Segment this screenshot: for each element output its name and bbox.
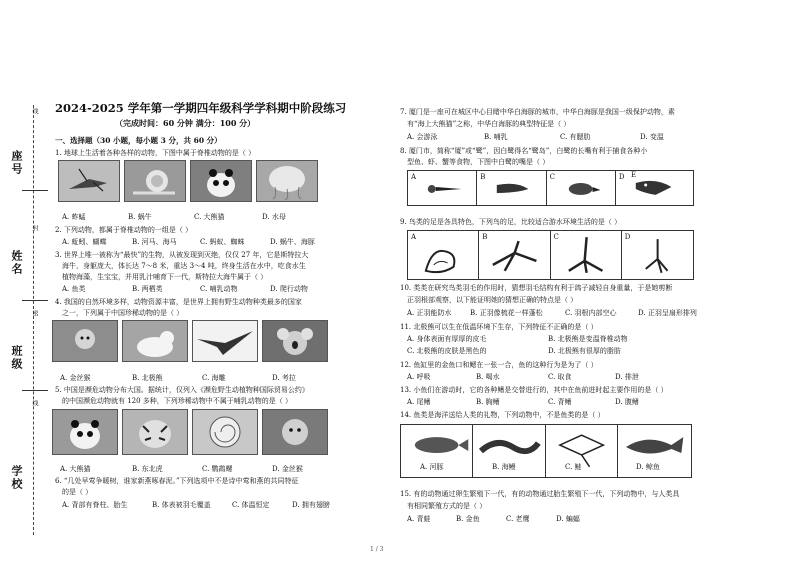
q3-line-3: 植物海藻，生宝宝，并用乳汁哺育下一代，斯特拉大海牛属于（ ） bbox=[62, 273, 268, 281]
panda-icon bbox=[52, 409, 118, 455]
q14-option-c[interactable]: C. 鲢 bbox=[565, 463, 582, 471]
q8-choice-b[interactable] bbox=[477, 171, 546, 205]
seal-char-4: 线 bbox=[31, 400, 38, 406]
q5-option-c[interactable]: C. 鹦鹉螺 bbox=[202, 465, 233, 473]
seal-char-1: 线 bbox=[31, 108, 38, 114]
q10-option-d[interactable]: D. 正羽呈扇形排列 bbox=[638, 309, 697, 317]
q5-option-b[interactable]: B. 东北虎 bbox=[132, 465, 163, 473]
q7-option-b[interactable]: B. 哺乳 bbox=[484, 133, 508, 141]
q9-label-c: C bbox=[553, 233, 559, 241]
tiger-icon bbox=[122, 409, 188, 455]
q1-option-b[interactable]: B. 蜗牛 bbox=[128, 213, 152, 221]
q5-option-a[interactable]: A. 大熊猫 bbox=[60, 465, 91, 473]
q8-line-2: 型鱼、虾、蟹等食物，下图中白鹭的嘴是（ ） bbox=[407, 158, 550, 166]
q11-option-c[interactable]: C. 北极熊的皮肤是黑色的 bbox=[407, 347, 487, 355]
school-label: 学校 bbox=[10, 465, 23, 491]
q2-option-c[interactable]: C. 蚂蚁、蜘蛛 bbox=[200, 238, 245, 246]
panda-icon bbox=[190, 160, 252, 202]
q14-option-b[interactable]: B. 海鳗 bbox=[492, 463, 516, 471]
q9-choice-d[interactable] bbox=[622, 231, 693, 279]
class-fill-line bbox=[22, 390, 48, 391]
q15-line-2: 有相同繁殖方式的是（ ） bbox=[407, 502, 487, 510]
q15-option-b[interactable]: B. 金鱼 bbox=[456, 515, 480, 523]
q9-stem: 9. 鸟类的足是各具特色，下列鸟的足，比较适合游水环境生活的是（ ） bbox=[400, 218, 622, 226]
q1-option-c[interactable]: C. 大熊猫 bbox=[194, 213, 225, 221]
seal-char-2: 封 bbox=[31, 225, 38, 231]
section-heading: 一、选择题（30 小题，每小题 3 分，共 60 分） bbox=[55, 136, 222, 145]
q12-option-c[interactable]: C. 取食 bbox=[548, 373, 572, 381]
koala-icon bbox=[262, 320, 328, 362]
golden-monkey-icon bbox=[262, 409, 328, 455]
q8-label-e: E bbox=[631, 171, 637, 179]
seat-label: 座号 bbox=[10, 150, 23, 176]
eagle-icon bbox=[192, 320, 258, 362]
q13-option-a[interactable]: A. 尾鳍 bbox=[407, 398, 431, 406]
nautilus-icon bbox=[192, 409, 258, 455]
q12-stem: 12. 鱼缸里的金鱼口和鳃在一张一合，鱼的这种行为是为了（ ） bbox=[400, 361, 598, 369]
grasshopper-icon bbox=[58, 160, 120, 202]
q1-image-row bbox=[58, 160, 318, 202]
q1-stem: 1. 地球上生活着各种各样的动物，下图中属于脊椎动物的是（ ） bbox=[55, 149, 256, 157]
q10-option-a[interactable]: A. 正羽能防水 bbox=[407, 309, 452, 317]
q7-option-d[interactable]: D. 变温 bbox=[640, 133, 664, 141]
q4-line-1: 4. 我国的自然环境多样，动物资源丰富，是世界上拥有野生动物种类最多的国家 bbox=[55, 298, 302, 306]
q12-option-a[interactable]: A. 呼吸 bbox=[407, 373, 431, 381]
q4-line-2: 之一，下列属于中国珍稀动物的是（ ） bbox=[62, 309, 184, 317]
q1-option-a[interactable]: A. 蚱蜢 bbox=[62, 213, 86, 221]
q11-option-d[interactable]: D. 北极熊有很厚的脂肪 bbox=[548, 347, 621, 355]
beak-a-icon bbox=[408, 171, 476, 205]
beak-b-icon bbox=[477, 171, 545, 205]
q14-option-d[interactable]: D. 鲸鱼 bbox=[636, 463, 660, 471]
q10-option-c[interactable]: C. 羽根内部空心 bbox=[565, 309, 617, 317]
q6-line-1: 6. “几处早莺争暖树，谁家新燕啄春泥。”下列选项中不是诗中莺和燕的共同特征 bbox=[55, 477, 299, 485]
q3-option-c[interactable]: C. 哺乳动物 bbox=[200, 285, 238, 293]
q4-option-c[interactable]: C. 海雕 bbox=[202, 374, 226, 382]
q8-choice-a[interactable] bbox=[408, 171, 477, 205]
q5-option-d[interactable]: D. 金丝猴 bbox=[272, 465, 303, 473]
exam-subtitle: （完成时间：60 分钟 满分：100 分） bbox=[115, 118, 256, 128]
q9-choice-c[interactable] bbox=[551, 231, 622, 279]
q9-choice-a[interactable] bbox=[408, 231, 479, 279]
q8-label-a: A bbox=[411, 173, 417, 181]
q8-label-d: D bbox=[618, 173, 625, 181]
q13-option-c[interactable]: C. 背鳍 bbox=[548, 398, 572, 406]
q7-option-c[interactable]: C. 有腮肋 bbox=[560, 133, 591, 141]
q2-stem: 2. 下列动物，都属于脊椎动物的一组是（ ） bbox=[55, 226, 193, 234]
q10-line-1: 10. 类类在研究鸟类羽毛的作用时，猜想羽毛结构有利于鸽子减轻自身重量，于是她剪断 bbox=[400, 284, 673, 292]
q2-option-b[interactable]: B. 河马、海马 bbox=[132, 238, 177, 246]
q6-option-d[interactable]: D. 拥有翅膀 bbox=[292, 501, 330, 509]
q2-option-a[interactable]: A. 蚯蚓、蝴蝶 bbox=[62, 238, 107, 246]
q5-line-2: 的中国濒危动物就有 120 多种，下列珍稀动物中不属于哺乳动物的是（ ） bbox=[62, 397, 293, 405]
q6-option-b[interactable]: B. 体表被羽毛覆盖 bbox=[152, 501, 211, 509]
q15-option-d[interactable]: D. 蝙蝠 bbox=[556, 515, 580, 523]
exam-title: 2024-2025 学年第一学期四年级科学学科期中阶段练习 bbox=[55, 101, 347, 115]
page-number: 1 / 3 bbox=[370, 546, 384, 553]
q10-option-b[interactable]: B. 正羽像梳花一样蓬松 bbox=[470, 309, 543, 317]
q8-label-c: C bbox=[549, 173, 555, 181]
q13-option-b[interactable]: B. 胸鳍 bbox=[476, 398, 500, 406]
seat-fill-line bbox=[22, 190, 48, 191]
q15-option-a[interactable]: A. 青蛙 bbox=[407, 515, 431, 523]
q8-beak-options bbox=[407, 170, 694, 206]
q3-option-d[interactable]: D. 爬行动物 bbox=[270, 285, 308, 293]
beak-c-icon bbox=[547, 171, 615, 205]
q5-line-1: 5. 中国是濒危动物分布大国。据统计，仅列入《濒危野生动植物种国际贸易公约》 bbox=[55, 386, 309, 394]
q15-option-c[interactable]: C. 老鹰 bbox=[506, 515, 530, 523]
q5-image-row bbox=[52, 409, 328, 455]
q7-line-2: 有“海上大熊猫”之称，中华白海豚的典型特征是（ ） bbox=[407, 120, 571, 128]
q15-line-1: 15. 有的动物通过卵生繁殖下一代，有的动物通过胎生繁殖下一代，下列动物中，与人类具 bbox=[400, 490, 680, 498]
q7-line-1: 7. 厦门是一座可在城区中心目睹中华白海豚的城市，中华白海豚是我国一级保护动物，素 bbox=[400, 108, 675, 116]
q11-stem: 11. 北极熊可以生在低温环境下生存，下列特征不正确的是（ ） bbox=[400, 323, 598, 331]
q11-option-a[interactable]: A. 身体表面有厚厚的皮毛 bbox=[407, 335, 487, 343]
q11-option-b[interactable]: B. 北极熊是变温脊椎动物 bbox=[548, 335, 628, 343]
q8-line-1: 8. 厦门市，简称“厦”或“鹭”，因白鹭得名“鹭岛”，白鹭的长嘴有利于捕食各种小 bbox=[400, 147, 648, 155]
q1-option-d[interactable]: D. 水母 bbox=[262, 213, 286, 221]
q6-line-2: 的是（ ） bbox=[62, 488, 93, 496]
q13-option-d[interactable]: D. 腹鳍 bbox=[615, 398, 639, 406]
q2-option-d[interactable]: D. 蜗牛、海豚 bbox=[270, 238, 315, 246]
q4-option-b[interactable]: B. 北极熊 bbox=[132, 374, 163, 382]
q8-label-b: B bbox=[480, 173, 486, 181]
q3-option-b[interactable]: B. 两栖类 bbox=[132, 285, 163, 293]
perching-foot-icon bbox=[479, 231, 549, 279]
q9-foot-options bbox=[407, 230, 694, 280]
q4-image-row bbox=[52, 320, 328, 362]
q3-line-1: 3. 世界上唯一被称为“最快”的生物，从被发现到灭绝，仅仅 27 年，它是斯特拉大 bbox=[55, 251, 309, 259]
jellyfish-icon bbox=[256, 160, 318, 202]
polar-bear-icon bbox=[122, 320, 188, 362]
q4-option-d[interactable]: D. 考拉 bbox=[272, 374, 296, 382]
seal-dashed-line bbox=[33, 105, 34, 535]
class-label: 班级 bbox=[10, 345, 23, 371]
q14-stem: 14. 鱼类是海洋送给人类的礼物，下列动物中，不是鱼类的是（ ） bbox=[400, 411, 605, 419]
q4-option-a[interactable]: A. 金丝猴 bbox=[60, 374, 91, 382]
golden-monkey-icon bbox=[52, 320, 118, 362]
q7-option-a[interactable]: A. 会游泳 bbox=[407, 133, 438, 141]
scratching-foot-icon bbox=[622, 231, 693, 279]
q3-line-2: 海牛，身躯庞大，体长达 7～8 米，重达 3～4 吨，终身生活在水中，吃食水生 bbox=[62, 262, 306, 270]
q8-choice-d[interactable] bbox=[616, 171, 693, 205]
q9-label-a: A bbox=[411, 233, 417, 241]
q12-option-b[interactable]: B. 喝水 bbox=[476, 373, 500, 381]
q9-label-b: B bbox=[482, 233, 488, 241]
name-fill-line bbox=[22, 300, 48, 301]
q3-option-a[interactable]: A. 鱼类 bbox=[62, 285, 86, 293]
q9-choice-b[interactable] bbox=[479, 231, 550, 279]
q6-option-a[interactable]: A. 背部有脊柱、胎生 bbox=[62, 501, 128, 509]
wading-foot-icon bbox=[551, 231, 621, 279]
q14-option-a[interactable]: A. 河豚 bbox=[420, 463, 444, 471]
name-label: 姓名 bbox=[10, 250, 23, 276]
webbed-foot-icon bbox=[408, 231, 478, 279]
q6-option-c[interactable]: C. 体温恒定 bbox=[232, 501, 270, 509]
q10-line-2: 正羽根部观察，以下能证明她的猜想正确的特点是（ ） bbox=[407, 296, 578, 304]
q12-option-d[interactable]: D. 排泄 bbox=[615, 373, 639, 381]
q13-stem: 13. 小鱼们在游动时，它的各种鳍是交替进行的，其中在鱼前进时起主要作用的是（ ） bbox=[400, 386, 668, 394]
snail-icon bbox=[124, 160, 186, 202]
q9-label-d: D bbox=[624, 233, 631, 241]
q8-choice-c[interactable] bbox=[547, 171, 616, 205]
seal-char-3: 密 bbox=[31, 310, 38, 316]
beak-d-icon bbox=[616, 171, 693, 205]
